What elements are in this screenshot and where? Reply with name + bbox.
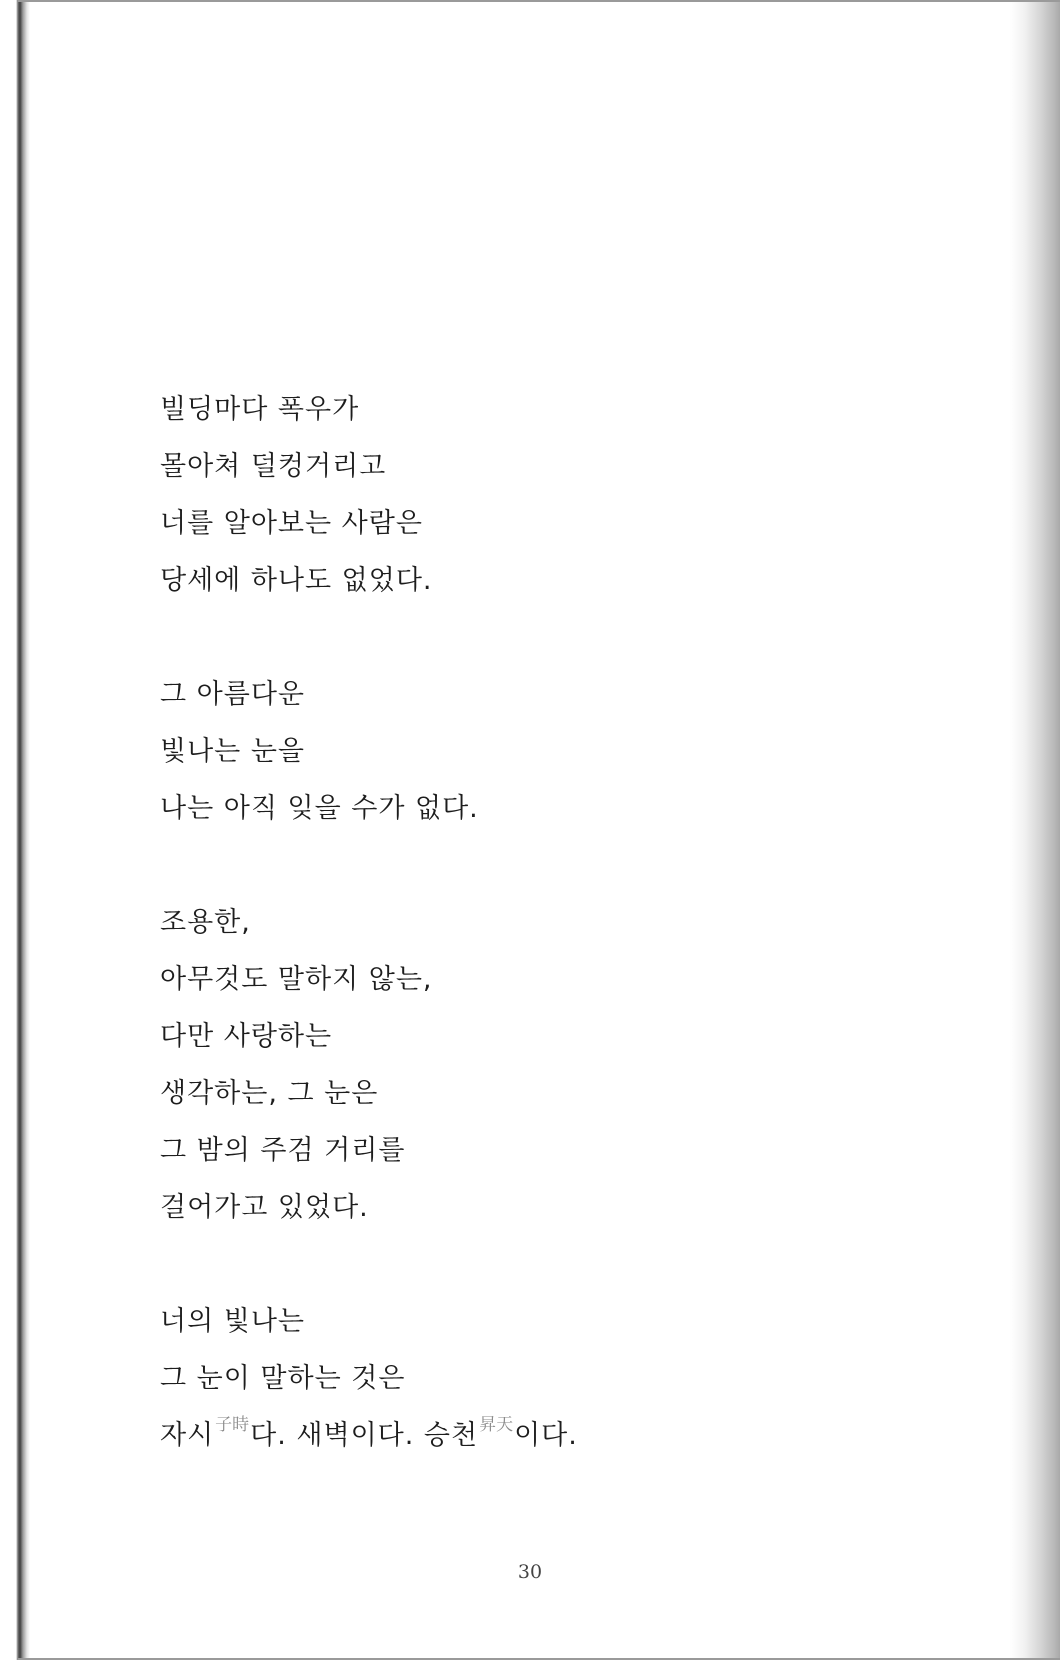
stanza-gap <box>160 1250 860 1307</box>
poem-line: 다만 사랑하는 <box>160 1021 333 1052</box>
line-text: 자시 <box>160 1420 215 1451</box>
page-top-border <box>18 0 1060 2</box>
poem-line: 그 아름다운 <box>160 679 305 710</box>
stanza-gap <box>160 851 860 908</box>
poem-body <box>160 395 860 1478</box>
stanza-4 <box>160 1307 860 1478</box>
poem-line: 생각하는, 그 눈은 <box>160 1078 379 1109</box>
poem-line: 아무것도 말하지 않는, <box>160 964 433 995</box>
poem-line: 그 눈이 말하는 것은 <box>160 1363 406 1394</box>
line-text: 이다. <box>514 1420 578 1451</box>
poem-line: 빌딩마다 폭우가 <box>160 394 360 425</box>
poem-line: 당세에 하나도 없었다. <box>160 565 433 596</box>
poem-line: 너의 빛나는 <box>160 1306 305 1337</box>
hanja-annotation: 子時 <box>215 1415 250 1435</box>
page-edge-shadow <box>1010 0 1060 1660</box>
stanza-gap <box>160 623 860 680</box>
poem-line: 걸어가고 있었다. <box>160 1192 369 1223</box>
poem-line: 빛나는 눈을 <box>160 736 305 767</box>
poem-line: 그 밤의 주검 거리를 <box>160 1135 406 1166</box>
poem-line-with-hanja <box>160 1415 860 1478</box>
poem-line: 몰아쳐 덜컹거리고 <box>160 451 387 482</box>
poem-line: 조용한, <box>160 907 251 938</box>
stanza-3 <box>160 908 860 1250</box>
page-number: 30 <box>517 1561 543 1583</box>
spine-shadow <box>0 0 30 1660</box>
poem-line: 너를 알아보는 사람은 <box>160 508 423 539</box>
poem-line: 나는 아직 잊을 수가 없다. <box>160 793 479 824</box>
stanza-1 <box>160 395 860 623</box>
stanza-2 <box>160 680 860 851</box>
hanja-annotation: 昇天 <box>479 1415 514 1435</box>
line-text: 다. 새벽이다. 승천 <box>250 1420 479 1451</box>
